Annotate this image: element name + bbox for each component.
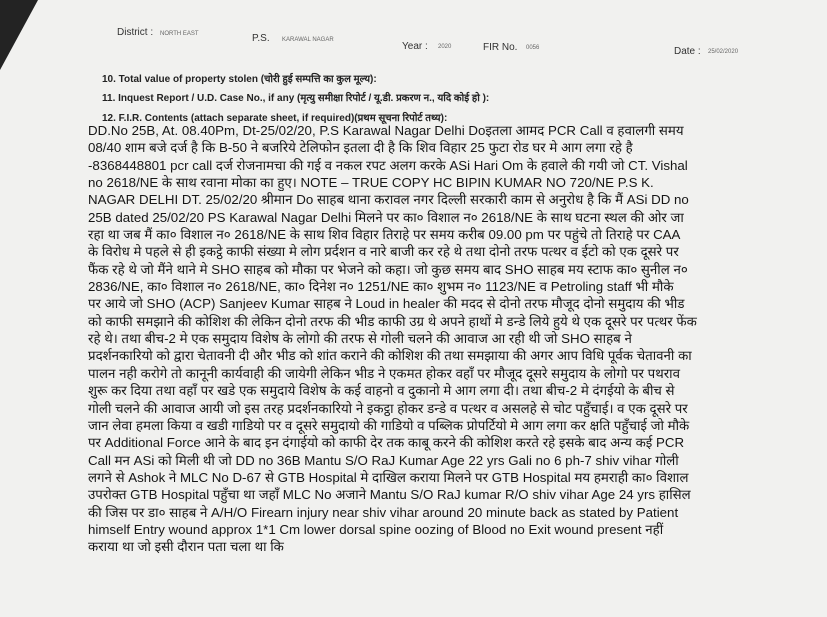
date-label: Date : (674, 46, 701, 57)
fir-line: पालन नही करोगे तो कानूनी कार्यवाही की जायेगी लेकिन भीड ने एकमत होकर वहाँ पर मौजूद दूसरे समुदाय के लोगो पर पथराव (88, 365, 680, 381)
fir-no-label: FIR No. (483, 42, 518, 53)
fir-line: के विरोध मे पहले से ही इकट्ठे काफी संख्या मे लोग प्रर्दशन व नारे बाजी कर रहे थे तथा दोनो तरफ पत्थर व ईटो को एक दूसरे पर (88, 244, 679, 260)
item-11-inquest-report: 11. Inquest Report / U.D. Case No., if any (मृत्यु समीक्षा रिपोर्ट / यू.डी. प्रकरण न., यदि कोई हो ): (102, 93, 490, 104)
fir-line: उपरोक्त GTB Hospital पहुँचा था जहाँ MLC No अजाने Mantu S/O RaJ kumar R/O shiv vihar Age 24 yrs हासिल (88, 487, 691, 503)
fir-line: Call मन ASi को मिली थी जो DD no 36B Mantu S/O RaJ Kumar Age 22 yrs Gali no 6 ph-7 shiv vihar गोली (88, 452, 679, 468)
fir-line: कराया था जो इसी दौरान पता चला था कि (88, 539, 284, 555)
fir-no-value: 0056 (526, 45, 540, 51)
fir-line: 25B dated 25/02/20 PS Karawal Nagar Delhi मिलने पर का० विशाल न० 2618/NE के साथ घटना स्थल की ओर जा (88, 209, 684, 225)
fir-line: शुरू कर दिया तथा वहाँ पर खडे एक समुदाये विशेष के कई वाहनो व दुकानो मे आग लगा दी। तथा बीच-2 मे दंगईयो के बीच से (88, 383, 675, 399)
fir-line: को काफी समझाने की कोशिश की लेकिन दोनो तरफ की भीड काफी उग्र थे अपने हाथों मे डन्डे लिये हुये थे एक दूसरे पर पत्थर फेंक (88, 313, 697, 329)
fir-line: no 2618/NE के साथ रवाना मोका का हुए। NOTE – TRUE COPY HC BIPIN KUMAR NO 720/NE P.S K. (88, 175, 654, 191)
fir-line: फैंक रहे थे जो मैंने थाने मे SHO साहब को मौका पर भेजने को कहा। जो कुछ समय बाद SHO साहब मय स्टाफ का० सुनील न० (88, 261, 688, 277)
fir-line: प्रदर्शनकारियो को द्वारा चेतावनी दी और भीड को शांत कराने की कोशिश की तथा समझाया की अगर आप विधि पूर्वक चेतावनी का (88, 348, 692, 364)
date-value: 25/02/2020 (708, 49, 739, 55)
item-12-fir-contents: 12. F.I.R. Contents (attach separate sheet, if required)(प्रथम सूचना रिपोर्ट तथ्य): (102, 113, 448, 124)
fir-line: पर आये जो SHO (ACP) Sanjeev Kumar साहब ने Loud in healer की मदद से दोनो तरफ मौजूद दोनो समुदाय की भीड (88, 296, 685, 312)
fir-line: पर Additional Force आने के बाद इन दंगाईयो को काफी देर तक काबू करने की कोशिश करते रहे इसके बाद अन्य कई PCR (88, 435, 685, 451)
fir-contents-text (88, 122, 788, 556)
ps-label: P.S. (252, 33, 270, 44)
fir-line: NAGAR DELHI DT. 25/02/20 श्रीमान Do साहब थाना करावल नगर दिल्ली सरकारी काम से अनुरोध है कि मैं ASi DD no (88, 192, 689, 208)
fir-line: 2836/NE, का० विशाल न० 2618/NE, का० दिनेश न० 1251/NE का० शुभम न० 1123/NE व Petroling staff भी मौके (88, 279, 674, 295)
fir-line: रहा था जब मैं का० विशाल न० 2618/NE के साथ शिव विहार तिराहे पर समय करीब 09.00 pm पर पहुंचे तो तिराहे पर CAA (88, 227, 681, 243)
fir-line: 08/40 शाम बजे दर्ज है कि B-50 ने बजरिये टेलिफोन इतला दी है कि शिव विहार 25 फुटा रोड घर मे आग लगा रहे है (88, 140, 633, 156)
district-label: District : (117, 27, 154, 38)
ps-value: KARAWAL NAGAR (282, 37, 334, 43)
fir-line: रहे थे। तथा बीच-2 मे एक समुदाय विशेष के लोगो की तरफ से गोली चलने की आवाज आ रही थी जो SHO साहब ने (88, 331, 632, 347)
fir-line: गोली चलने की आवाज आयी जो इस तरह प्रदर्शनकारियो ने इकट्ठा होकर डन्डे व पत्थर व असलहे से चोट पहुँचाई। व एक दूसरे पर (88, 400, 688, 416)
year-value: 2020 (438, 44, 452, 50)
year-label: Year : (402, 41, 428, 52)
fir-line: -8368448801 pcr call दर्ज रोजनामचा की गई व नकल रपट अलग करके ASi Hari Om के हवाले की गयी जो CT. Vishal (88, 157, 688, 173)
fir-line: DD.No 25B, At. 08.40Pm, Dt-25/02/20, P.S Karawal Nagar Delhi Doइतला आमद PCR Call व हवालगी समय (88, 123, 684, 138)
fir-line: himself Entry wound approx 1*1 Cm lower dorsal spine oozing of Blood no Exit wound present नहीं (88, 521, 664, 537)
district-value: NORTH EAST (160, 31, 199, 37)
fir-line: जान लेवा हमला किया व खडी गाडियो पर व दूसरे समुदायो की गाडियो व पब्लिक प्रोपर्टियो मे आग लगा कर क्षति पहुँचाई जो मौके (88, 417, 690, 433)
item-10-property-stolen: 10. Total value of property stolen (चोरी हुई सम्पत्ति का कुल मूल्य): (102, 74, 377, 85)
fir-line: की जिस पर डा० साहब ने A/H/O Firearn injury near shiv vihar around 20 minute back as stated by Patient (88, 504, 679, 520)
fir-line: लगने से Ashok ने MLC No D-67 से GTB Hospital मे दाखिल कराया मिलने पर GTB Hospital मय हमराही का० विशाल (88, 469, 689, 485)
fir-header (0, 27, 827, 57)
